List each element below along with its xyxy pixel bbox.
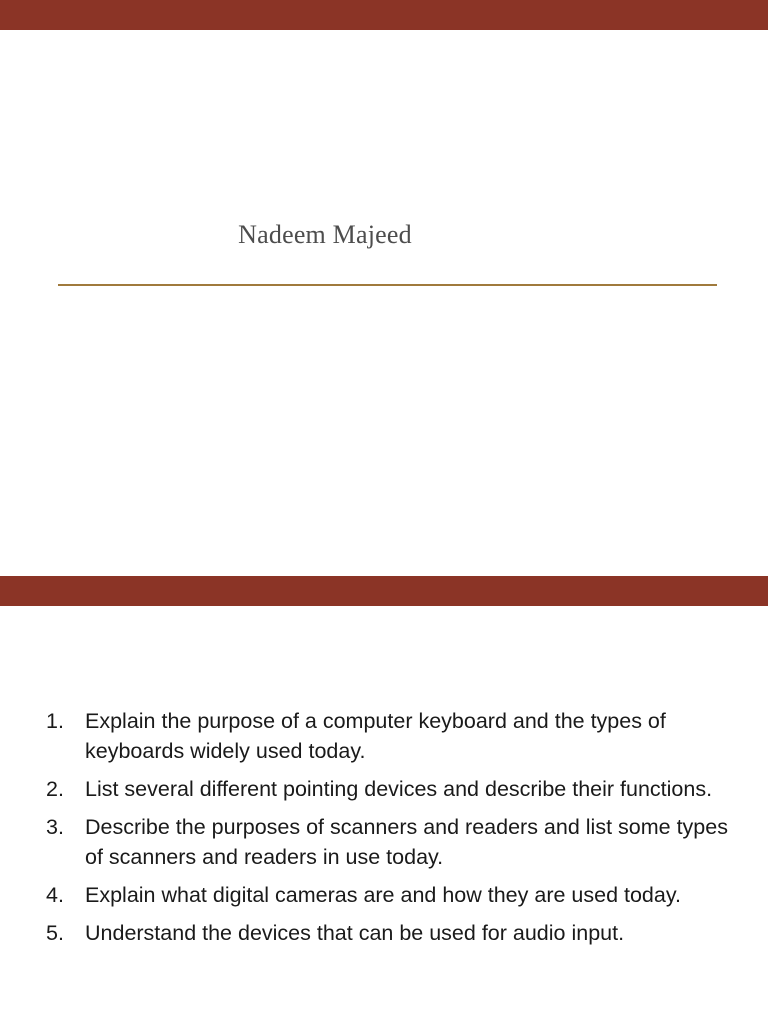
- list-item-text: Describe the purposes of scanners and readers and list some types of scanners and readers in use today.: [85, 815, 728, 869]
- list-item-text: Explain what digital cameras are and how they are used today.: [85, 883, 681, 907]
- list-item: [38, 880, 738, 910]
- list-item-text: List several different pointing devices and describe their functions.: [85, 777, 713, 801]
- list-item-number: 1.: [46, 709, 64, 733]
- slide-top-band: [0, 0, 768, 30]
- list-item: [38, 706, 738, 766]
- list-item-text: Explain the purpose of a computer keyboard and the types of keyboards widely used today.: [85, 709, 666, 763]
- slide-header-band: [0, 576, 768, 606]
- author-name: Nadeem Majeed: [238, 220, 412, 249]
- title-divider-rule: [58, 284, 717, 286]
- list-item: [38, 812, 738, 872]
- objectives-list: [38, 706, 738, 956]
- list-item-number: 4.: [46, 883, 64, 907]
- list-item-number: 2.: [46, 777, 64, 801]
- list-item: [38, 774, 738, 804]
- list-item: [38, 918, 738, 948]
- list-item-text: Understand the devices that can be used for audio input.: [85, 921, 625, 945]
- list-item-number: 5.: [46, 921, 64, 945]
- list-item-number: 3.: [46, 815, 64, 839]
